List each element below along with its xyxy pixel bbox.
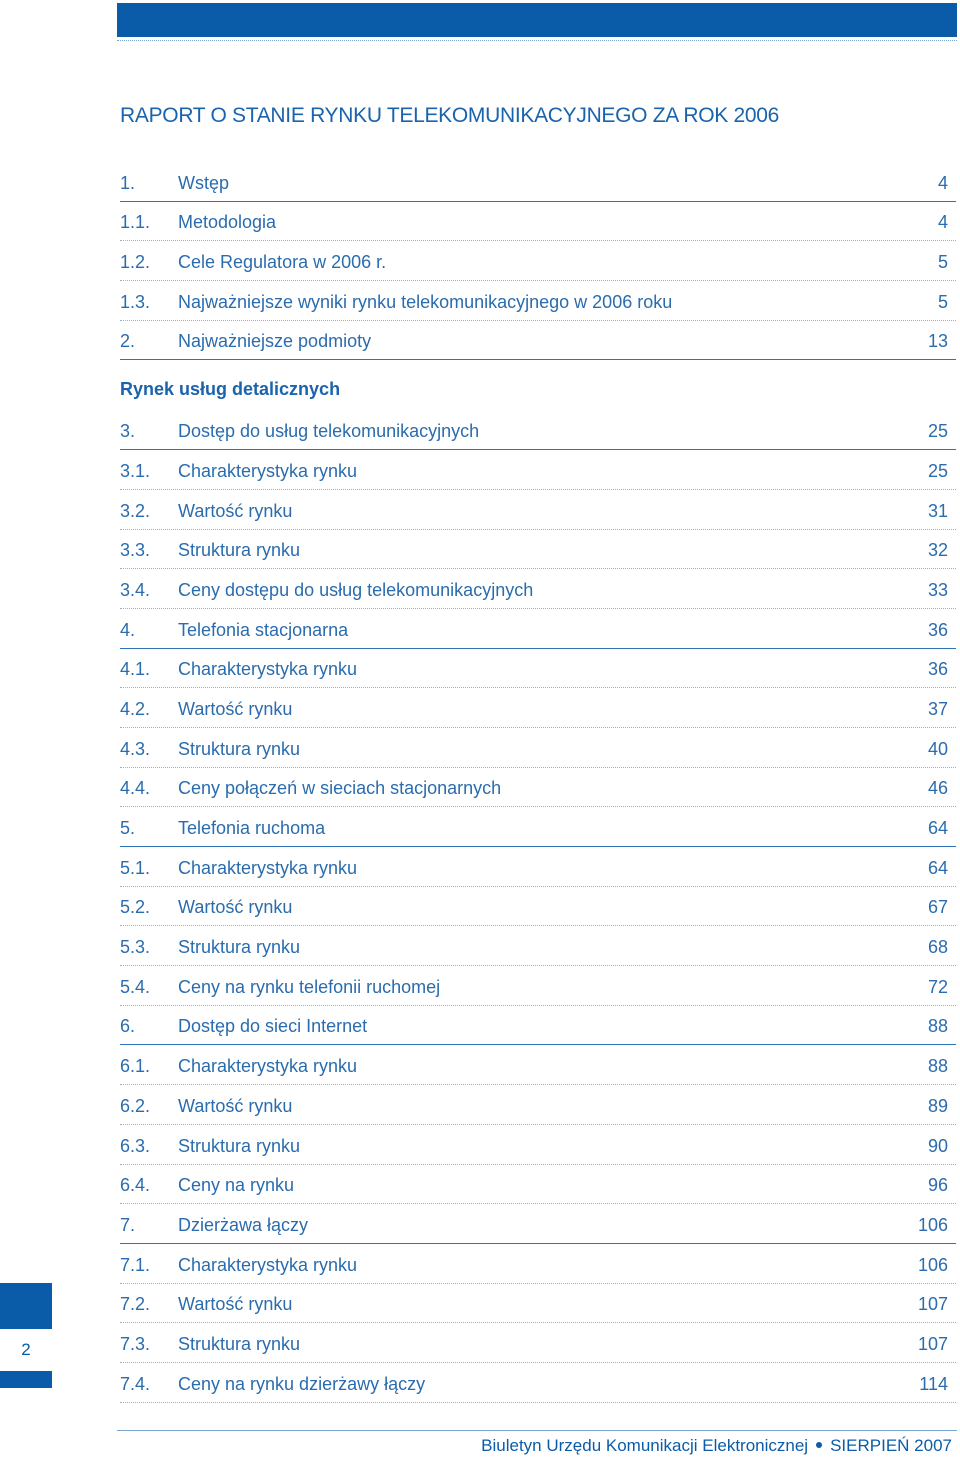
footer-rule: [117, 1430, 957, 1431]
header-band: [117, 3, 957, 37]
header-rule: [117, 40, 957, 41]
toc-entry-title: Wartość rynku: [178, 1294, 293, 1315]
toc-entry-title: Telefonia stacjonarna: [178, 619, 349, 640]
toc-entry-page: 25: [927, 421, 948, 442]
toc-entry-number: 2.: [120, 331, 136, 352]
toc-entry-page: 36: [927, 619, 948, 640]
toc-entry-number: 1.: [120, 172, 136, 193]
toc-entry-page: 64: [927, 857, 948, 878]
toc-entry[interactable]: [120, 569, 956, 609]
toc-entry-number: 4.1.: [120, 659, 151, 680]
toc-entry-page: 107: [917, 1333, 948, 1354]
toc-entry-number: 6.4.: [120, 1175, 151, 1196]
toc-entry-title: Ceny na rynku dzierżawy łączy: [178, 1373, 426, 1394]
toc-entry-title: Telefonia ruchoma: [178, 818, 326, 838]
side-tab-lower: [0, 1371, 52, 1388]
toc-entry-title: Charakterystyka rynku: [178, 460, 358, 481]
toc-entry-number: 3.3.: [120, 540, 151, 561]
footer-publication: Biuletyn Urzędu Komunikacji Elektronicznej: [481, 1436, 809, 1455]
toc-entry-page: 13: [927, 331, 948, 352]
toc-entry-title: Ceny na rynku: [178, 1175, 295, 1196]
toc-entry-title: Struktura rynku: [178, 1333, 301, 1354]
toc-entry-page: 90: [927, 1135, 948, 1156]
toc-entry-number: 7.2.: [120, 1294, 151, 1315]
toc-entry-number: 7.3.: [120, 1333, 151, 1354]
toc-entry-title: Ceny dostępu do usług telekomunikacyjnych: [178, 579, 534, 600]
toc-entry-number: 5.: [120, 818, 136, 838]
toc-entry-page: 67: [927, 897, 948, 918]
toc-entry[interactable]: [120, 807, 956, 847]
toc-entry-title: Struktura rynku: [178, 540, 301, 561]
toc-entry-title: Struktura rynku: [178, 937, 301, 958]
toc-entry-title: Metodologia: [178, 212, 277, 233]
toc-entry[interactable]: [120, 162, 956, 202]
toc-entry[interactable]: [120, 281, 956, 321]
toc-entry-page: 5: [937, 252, 948, 273]
toc-group-retail: [120, 410, 956, 1402]
toc-entry[interactable]: [120, 609, 956, 649]
toc-entry-number: 4.: [120, 619, 136, 640]
toc-entry[interactable]: [120, 1323, 956, 1363]
toc-entry[interactable]: [120, 1204, 956, 1244]
footer-date: SIERPIEŃ 2007: [830, 1436, 952, 1455]
toc-entry-number: 6.3.: [120, 1135, 151, 1156]
toc-entry[interactable]: [120, 926, 956, 966]
toc-entry-number: 5.1.: [120, 857, 151, 878]
toc-entry-page: 4: [937, 172, 948, 193]
toc-entry-page: 106: [917, 1214, 948, 1235]
toc-entry[interactable]: [120, 410, 956, 450]
table-of-contents: [120, 162, 956, 1403]
bullet-icon: [816, 1442, 822, 1448]
toc-entry[interactable]: [120, 241, 956, 281]
toc-entry-page: 5: [937, 291, 948, 312]
toc-entry[interactable]: [120, 649, 956, 689]
toc-entry-title: Najważniejsze podmioty: [178, 331, 372, 352]
toc-entry[interactable]: [120, 1085, 956, 1125]
toc-entry-number: 1.1.: [120, 212, 151, 233]
toc-entry-number: 1.3.: [120, 291, 151, 312]
toc-entry-page: 88: [927, 1056, 948, 1077]
toc-entry[interactable]: [120, 490, 956, 530]
document-title: RAPORT O STANIE RYNKU TELEKOMUNIKACYJNEGO ZA ROK 2006: [120, 104, 780, 127]
toc-entry[interactable]: [120, 768, 956, 808]
toc-entry-page: 114: [919, 1373, 948, 1394]
toc-entry[interactable]: [120, 728, 956, 768]
toc-entry-title: Struktura rynku: [178, 738, 301, 759]
toc-entry-title: Charakterystyka rynku: [178, 857, 358, 878]
toc-entry-page: 33: [927, 579, 948, 600]
toc-entry-number: 5.3.: [120, 937, 151, 958]
toc-entry[interactable]: [120, 1363, 956, 1403]
toc-entry[interactable]: [120, 202, 956, 242]
toc-entry-number: 1.2.: [120, 252, 151, 273]
toc-entry[interactable]: [120, 1125, 956, 1165]
toc-entry-page: 96: [927, 1175, 948, 1196]
toc-entry-number: 3.2.: [120, 500, 151, 521]
toc-entry-number: 7.4.: [120, 1373, 151, 1394]
toc-entry-title: Ceny na rynku telefonii ruchomej: [178, 976, 441, 997]
toc-entry[interactable]: [120, 966, 956, 1006]
toc-entry[interactable]: [120, 887, 956, 927]
toc-entry-number: 6.1.: [120, 1056, 151, 1077]
toc-entry[interactable]: [120, 321, 956, 361]
toc-entry-title: Wartość rynku: [178, 897, 293, 918]
toc-entry-title: Charakterystyka rynku: [178, 1056, 358, 1077]
toc-entry-title: Cele Regulatora w 2006 r.: [178, 252, 387, 273]
toc-entry-number: 6.: [120, 1016, 136, 1037]
toc-entry[interactable]: [120, 1244, 956, 1284]
toc-entry-number: 6.2.: [120, 1095, 151, 1116]
toc-entry-title: Wstęp: [178, 172, 230, 193]
toc-entry-page: 37: [927, 698, 948, 719]
toc-entry[interactable]: [120, 1006, 956, 1046]
toc-entry-title: Ceny połączeń w sieciach stacjonarnych: [178, 778, 502, 799]
toc-entry-number: 5.4.: [120, 976, 151, 997]
toc-entry-page: 64: [927, 818, 948, 838]
toc-entry-title: Dzierżawa łączy: [178, 1214, 309, 1235]
toc-entry-page: 25: [927, 460, 948, 481]
toc-group-intro: [120, 162, 956, 360]
section-heading: [120, 360, 956, 410]
toc-entry[interactable]: [120, 1045, 956, 1085]
toc-entry[interactable]: [120, 1165, 956, 1205]
toc-entry-page: 72: [927, 976, 948, 997]
side-tab-upper: [0, 1283, 52, 1329]
toc-entry-title: Wartość rynku: [178, 500, 293, 521]
toc-entry-number: 3.: [120, 421, 136, 442]
toc-entry[interactable]: [120, 450, 956, 490]
toc-entry-page: 88: [927, 1016, 948, 1037]
toc-entry-page: 36: [927, 659, 948, 680]
toc-entry-page: 107: [917, 1294, 948, 1315]
toc-entry-title: Wartość rynku: [178, 698, 293, 719]
toc-entry-number: 7.: [120, 1214, 136, 1235]
toc-entry-page: 89: [927, 1095, 948, 1116]
toc-entry-page: 31: [927, 500, 948, 521]
toc-entry[interactable]: [120, 530, 956, 570]
toc-entry-title: Dostęp do sieci Internet: [178, 1016, 368, 1037]
footer: [481, 1436, 952, 1456]
toc-entry-number: 7.1.: [120, 1254, 151, 1275]
toc-entry-number: 3.4.: [120, 579, 151, 600]
toc-entry-number: 4.4.: [120, 778, 151, 799]
section-heading-label: Rynek usług detalicznych: [120, 379, 341, 400]
toc-entry-title: Wartość rynku: [178, 1095, 293, 1116]
toc-entry-number: 4.2.: [120, 698, 151, 719]
toc-entry-number: 4.3.: [120, 738, 151, 759]
page-number: 2: [21, 1340, 31, 1359]
toc-entry[interactable]: [120, 688, 956, 728]
toc-entry-page: 46: [927, 778, 948, 799]
toc-entry-page: 4: [937, 212, 948, 233]
toc-entry-page: 68: [927, 937, 948, 958]
toc-entry-title: Charakterystyka rynku: [178, 659, 358, 680]
toc-entry-number: 3.1.: [120, 460, 151, 481]
toc-entry-page: 106: [917, 1254, 948, 1275]
toc-entry-page: 40: [927, 738, 948, 759]
toc-entry-page: 32: [927, 540, 948, 561]
toc-entry-number: 5.2.: [120, 897, 151, 918]
toc-entry-title: Dostęp do usług telekomunikacyjnych: [178, 421, 480, 442]
toc-entry-title: Najważniejsze wyniki rynku telekomunikacyjnego w 2006 roku: [178, 291, 673, 312]
toc-entry[interactable]: [120, 1284, 956, 1324]
toc-entry[interactable]: [120, 847, 956, 887]
toc-entry-title: Struktura rynku: [178, 1135, 301, 1156]
toc-entry-title: Charakterystyka rynku: [178, 1254, 358, 1275]
